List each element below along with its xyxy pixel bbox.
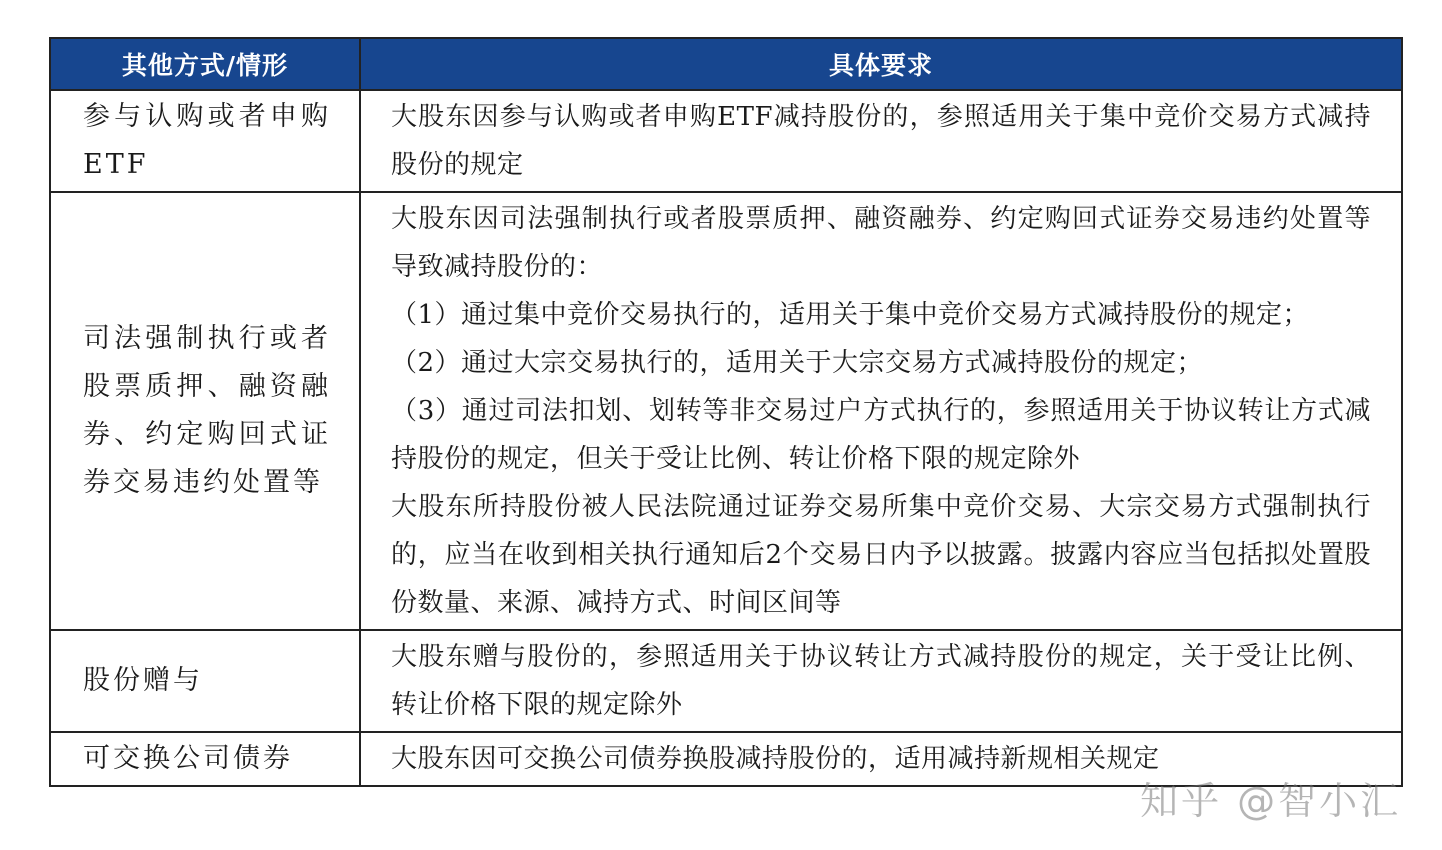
table-header-row — [50, 38, 1402, 90]
rules-table — [49, 37, 1403, 787]
requirement-text: 大股东所持股份被人民法院通过证券交易所集中竞价交易、大宗交易方式强制执行的，应当在收到相关执行通知后2个交易日内予以披露。披露内容应当包括拟处置股份数量、来源、减持方式、时间区间等 — [391, 492, 1371, 618]
requirement-text: 大股东因参与认购或者申购ETF减持股份的，参照适用关于集中竞价交易方式减持股份的规定 — [391, 102, 1371, 180]
situation-cell: 可交换公司债券 — [50, 732, 360, 786]
requirements-cell — [360, 630, 1402, 732]
table-row — [50, 192, 1402, 630]
situation-cell: 司法强制执行或者股票质押、融资融券、约定购回式证券交易违约处置等 — [50, 192, 360, 630]
requirement-text: 大股东赠与股份的，参照适用关于协议转让方式减持股份的规定，关于受让比例、转让价格下限的规定除外 — [391, 642, 1371, 720]
situation-cell: 股份赠与 — [50, 630, 360, 732]
requirement-item: （1）通过集中竞价交易执行的，适用关于集中竞价交易方式减持股份的规定； — [391, 300, 1310, 330]
table-row — [50, 630, 1402, 732]
header-situation: 其他方式/情形 — [50, 38, 360, 90]
watermark: 知乎 @智小汇 — [1140, 779, 1402, 823]
situation-cell: 参与认购或者申购ETF — [50, 90, 360, 192]
requirements-cell — [360, 192, 1402, 630]
requirement-item: （2）通过大宗交易执行的，适用关于大宗交易方式减持股份的规定； — [391, 348, 1204, 378]
requirement-item: （3）通过司法扣划、划转等非交易过户方式执行的，参照适用关于协议转让方式减持股份的规定，但关于受让比例、转让价格下限的规定除外 — [391, 396, 1371, 474]
requirement-text: 大股东因司法强制执行或者股票质押、融资融券、约定购回式证券交易违约处置等导致减持股份的： — [391, 204, 1371, 282]
requirements-cell — [360, 90, 1402, 192]
requirement-text: 大股东因可交换公司债券换股减持股份的，适用减持新规相关规定 — [391, 744, 1160, 774]
header-requirements: 具体要求 — [360, 38, 1402, 90]
table-row — [50, 90, 1402, 192]
